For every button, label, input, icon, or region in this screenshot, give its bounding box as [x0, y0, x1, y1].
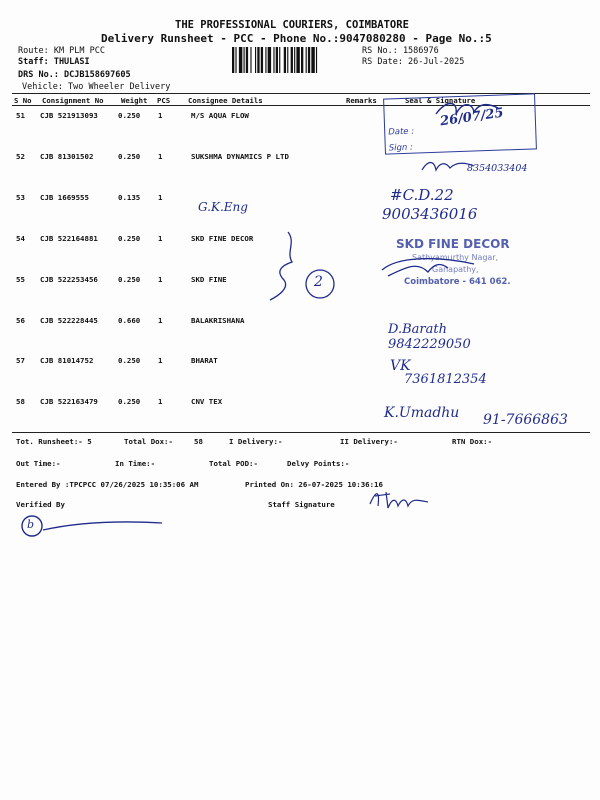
row-consignment: CJB 521913093 [40, 111, 98, 120]
row-weight: 0.250 [118, 152, 141, 161]
row-consignee: M/S AQUA FLOW [191, 111, 249, 120]
staff-label: Staff: THULASI [18, 57, 90, 67]
col-pcs: PCS [157, 96, 171, 105]
row-consignee: BALAKRISHANA [191, 316, 245, 325]
stamp-sign-label: Sign : [388, 142, 414, 154]
row-consignee: CNV TEX [191, 397, 223, 406]
row56-name: D.Barath [388, 322, 447, 337]
verified-mark-letter: b [27, 518, 35, 531]
company-title: THE PROFESSIONAL COURIERS, COIMBATORE [175, 19, 409, 31]
col-consignment: Consignment No [42, 96, 104, 105]
row54-signature-scribble [378, 254, 488, 280]
row-sno: 53 [16, 193, 25, 202]
total-pod: Total POD:- [209, 459, 258, 468]
col-consignee: Consignee Details [188, 96, 263, 105]
row-pcs: 1 [158, 234, 163, 243]
row-pcs: 1 [158, 397, 163, 406]
col-remarks: Remarks [346, 96, 377, 105]
row52-phone: 8354033404 [467, 163, 528, 174]
row-sno: 54 [16, 234, 25, 243]
row-pcs: 1 [158, 275, 163, 284]
printed-on: Printed On: 26-07-2025 10:36:16 [245, 480, 383, 489]
row-weight: 0.250 [118, 356, 141, 365]
delvy-points: Delvy Points:- [287, 459, 350, 468]
row58-phone: 91-7666863 [483, 412, 568, 428]
row56-phone: 9842229050 [388, 337, 471, 352]
i-delivery: I Delivery:- [229, 437, 283, 446]
row-consignee: SUKSHMA DYNAMICS P LTD [191, 152, 289, 161]
row-consignment: CJB 81014752 [40, 356, 94, 365]
row58-name: K.Umadhu [384, 405, 460, 421]
barcode [232, 47, 354, 73]
brace-note [266, 228, 346, 308]
row-consignment: CJB 522163479 [40, 397, 98, 406]
row-weight: 0.660 [118, 316, 141, 325]
row-consignment: CJB 522253456 [40, 275, 98, 284]
decor-stamp-line3: Ganapathy, [432, 265, 479, 274]
row51-signature-scribble [432, 98, 502, 120]
row-sno: 52 [16, 152, 25, 161]
rs-number: RS No.: 1586976 [362, 46, 439, 56]
row-consignment: CJB 1669555 [40, 193, 89, 202]
row-weight: 0.250 [118, 111, 141, 120]
row-sno: 51 [16, 111, 25, 120]
row-sno: 55 [16, 275, 25, 284]
row57-signature: VK [390, 358, 411, 374]
row-pcs: 1 [158, 111, 163, 120]
runsheet-subtitle: Delivery Runsheet - PCC - Phone No.:9047080280 - Page No.:5 [101, 32, 492, 45]
row-pcs: 1 [158, 193, 163, 202]
row-consignee: SKD FINE [191, 275, 227, 284]
rs-date: RS Date: 26-Jul-2025 [362, 57, 465, 67]
row53-phone: 9003436016 [382, 205, 478, 223]
decor-stamp-line2: Sathyamurthy Nagar, [412, 253, 499, 262]
verified-by: Verified By [16, 500, 65, 509]
row-weight: 0.135 [118, 193, 141, 202]
row57-phone: 7361812354 [404, 372, 487, 387]
row-pcs: 1 [158, 316, 163, 325]
total-dox-label: Total Dox:- [124, 437, 173, 446]
route-label: Route: KM PLM PCC [18, 46, 105, 56]
row-weight: 0.250 [118, 275, 141, 284]
row53-consignee-handwritten: G.K.Eng [198, 200, 248, 214]
row-consignee: SKD FINE DECOR [191, 234, 254, 243]
decor-stamp-line4: Coimbatore - 641 062. [404, 277, 511, 287]
drs-number: DRS No.: DCJB158697605 [18, 70, 131, 80]
row-weight: 0.250 [118, 397, 141, 406]
row-consignment: CJB 522164881 [40, 234, 98, 243]
row-pcs: 1 [158, 356, 163, 365]
rtn-dox: RTN Dox:- [452, 437, 493, 446]
circled-note-number: 2 [314, 274, 323, 290]
col-sno: S No [14, 96, 32, 105]
col-seal-signature: Seal & Signature [405, 96, 476, 105]
total-dox-value: 58 [194, 437, 203, 446]
staff-signature-scribble [366, 486, 432, 512]
row-weight: 0.250 [118, 234, 141, 243]
in-time: In Time:- [115, 459, 156, 468]
row-sno: 58 [16, 397, 25, 406]
table-bottom-rule [12, 432, 590, 433]
row-consignment: CJB 522228445 [40, 316, 98, 325]
row-pcs: 1 [158, 152, 163, 161]
row-sno: 57 [16, 356, 25, 365]
col-weight: Weight [121, 96, 148, 105]
row-consignee: BHARAT [191, 356, 218, 365]
vehicle-label: Vehicle: Two Wheeler Delivery [22, 82, 171, 92]
out-time: Out Time:- [16, 459, 61, 468]
row-consignment: CJB 81301502 [40, 152, 94, 161]
tot-runsheet: Tot. Runsheet:- 5 [16, 437, 92, 446]
decor-stamp-line1: SKD FINE DECOR [396, 237, 510, 251]
row53-signature: #C.D.22 [390, 186, 454, 204]
staff-signature-label: Staff Signature [268, 500, 335, 509]
row-sno: 56 [16, 316, 25, 325]
stamp-date-label: Date : [388, 126, 415, 138]
stamp-date-value: 26/07/25 [439, 105, 505, 130]
ii-delivery: II Delivery:- [340, 437, 398, 446]
entered-by: Entered By :TPCPCC 07/26/2025 10:35:06 AM [16, 480, 199, 489]
